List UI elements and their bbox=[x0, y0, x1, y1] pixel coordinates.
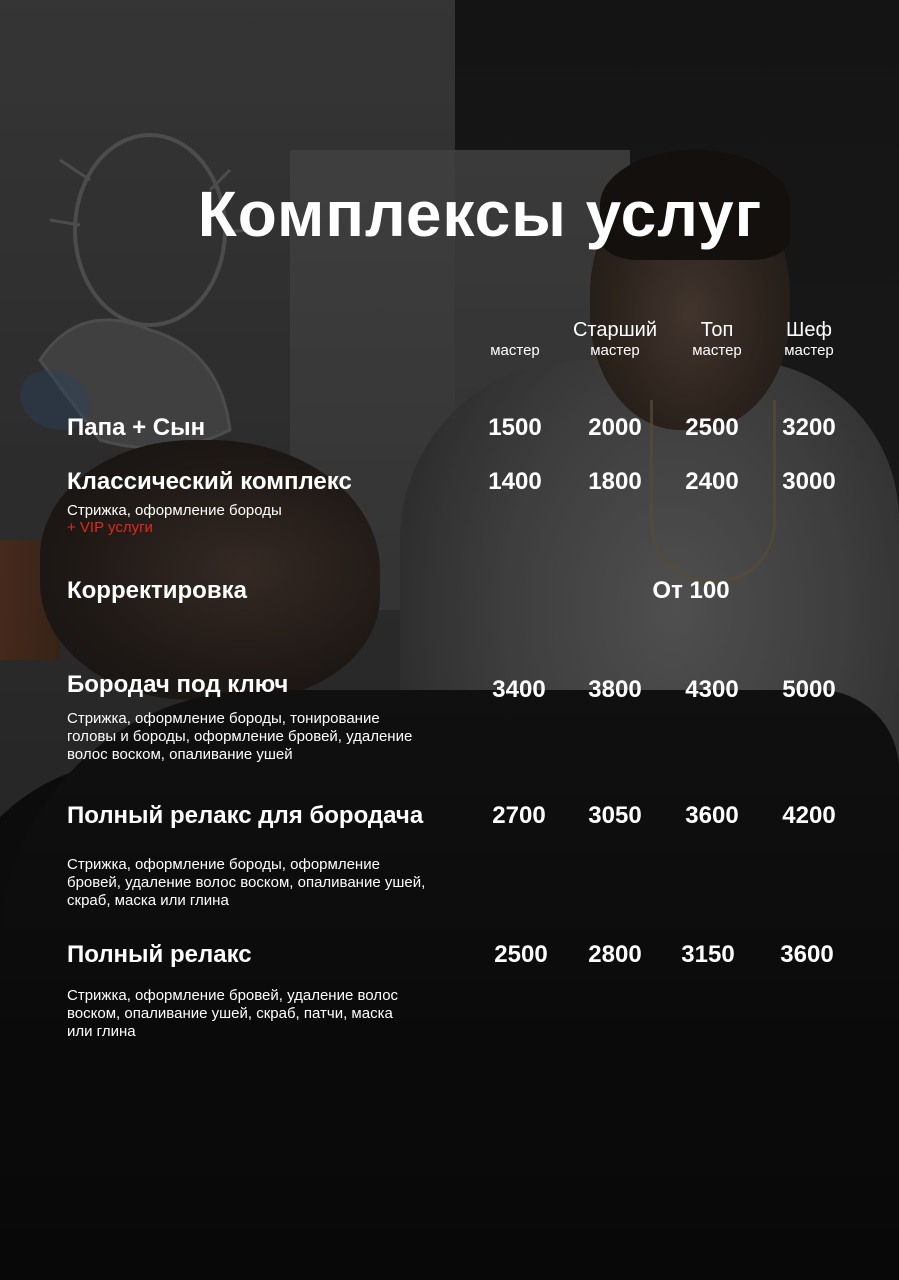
service-name: Полный релакс bbox=[67, 941, 252, 968]
column-header-senior-master bbox=[560, 318, 670, 360]
price-chef-master: 3000 bbox=[782, 468, 836, 495]
service-description: Стрижка, оформление бороды, оформление бровей, удаление волос воском, опаливание ушей, скраб, маска или глина bbox=[67, 856, 426, 909]
service-name: Папа + Сын bbox=[67, 414, 206, 441]
price-master: 2700 bbox=[492, 802, 546, 829]
price-senior-master: 2000 bbox=[588, 414, 642, 441]
column-header-line2: мастер bbox=[590, 342, 640, 359]
price-chef-master: 5000 bbox=[782, 676, 836, 703]
column-header-master bbox=[460, 318, 570, 360]
page-title: Комплексы услуг bbox=[197, 178, 763, 250]
vip-note: + VIP услуги bbox=[67, 519, 153, 536]
column-header-line1: Шеф bbox=[786, 319, 832, 341]
price-chef-master: 3200 bbox=[782, 414, 836, 441]
column-header-line1: Топ bbox=[700, 319, 734, 341]
column-header-chef-master bbox=[754, 318, 864, 360]
column-header-line2: мастер bbox=[692, 342, 742, 359]
price-chef-master: 3600 bbox=[780, 941, 834, 968]
price-master: 3400 bbox=[492, 676, 546, 703]
price-top-master: 2400 bbox=[685, 468, 739, 495]
service-description: Стрижка, оформление бороды bbox=[67, 502, 282, 519]
price-from: От 100 bbox=[652, 577, 730, 604]
service-description: Стрижка, оформление бровей, удаление волос воском, опаливание ушей, скраб, патчи, маска или глина bbox=[67, 987, 399, 1040]
price-chef-master: 4200 bbox=[782, 802, 836, 829]
price-senior-master: 3800 bbox=[588, 676, 642, 703]
price-top-master: 3600 bbox=[685, 802, 739, 829]
price-senior-master: 2800 bbox=[588, 941, 642, 968]
price-top-master: 4300 bbox=[685, 676, 739, 703]
price-senior-master: 1800 bbox=[588, 468, 642, 495]
price-master: 1500 bbox=[488, 414, 542, 441]
price-master: 2500 bbox=[494, 941, 548, 968]
price-top-master: 2500 bbox=[685, 414, 739, 441]
service-name: Полный релакс для бородача bbox=[67, 802, 424, 829]
price-top-master: 3150 bbox=[681, 941, 735, 968]
service-name: Классический комплекс bbox=[67, 468, 352, 495]
service-name: Бородач под ключ bbox=[67, 671, 289, 698]
price-master: 1400 bbox=[488, 468, 542, 495]
service-description: Стрижка, оформление бороды, тонирование головы и бороды, оформление бровей, удаление волос воском, опаливание ушей bbox=[67, 710, 413, 763]
column-header-line2: мастер bbox=[784, 342, 834, 359]
price-senior-master: 3050 bbox=[588, 802, 642, 829]
column-header-line1: Старший bbox=[572, 319, 657, 341]
column-header-line1 bbox=[460, 318, 570, 342]
service-name: Корректировка bbox=[67, 577, 247, 604]
column-header-line2: мастер bbox=[490, 342, 540, 359]
